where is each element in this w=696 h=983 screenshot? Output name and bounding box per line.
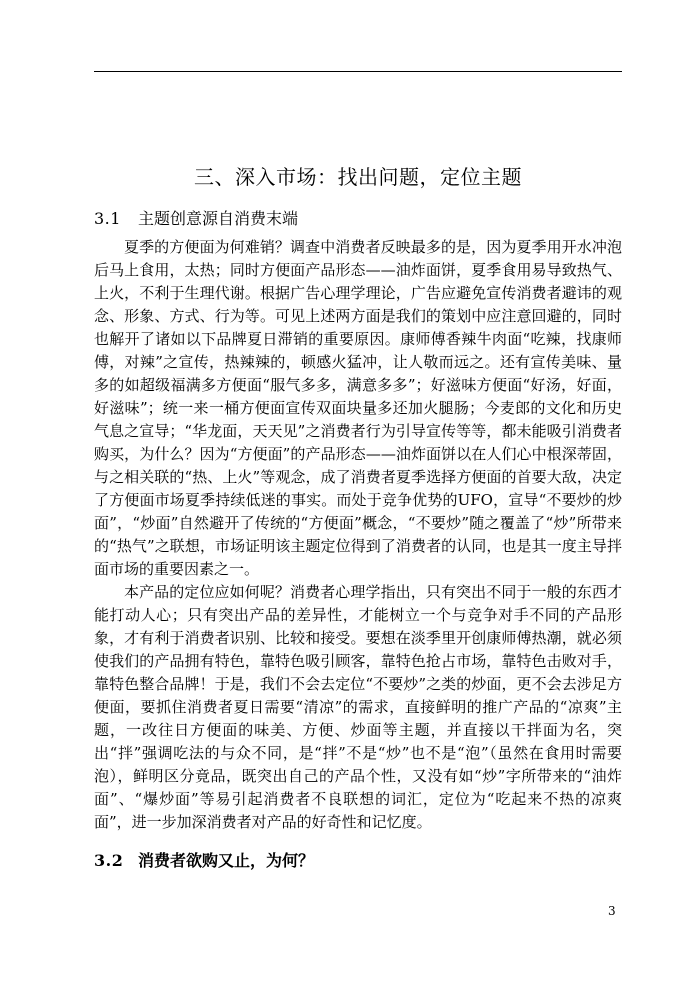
header-rule [94,71,622,72]
section-heading-3-2 [94,850,622,872]
section-number: 3.1 [94,209,121,228]
section-title: 主题创意源自消费末端 [138,209,299,228]
section-title: 消费者欲购又止，为何？ [138,851,315,870]
page-number: 3 [608,904,616,918]
paragraph: 本产品的定位应如何呢？消费者心理学指出，只有突出不同于一般的东西才能打动人心；只有突出产品的差异性，才能树立一个与竞争对手不同的产品形象，才有利于消费者识别、比较和接受。要想在淡季里开创康师傅热潮，就必须使我们的产品拥有特色，靠特色吸引顾客，靠特色抢占市场，靠特色击败对手，靠特色整合品牌！于是，我们不会去定位“不要炒”之类的炒面，更不会去涉足方便面，要抓住消费者夏日需要“清凉”的需求，直接鲜明的推广产品的“凉爽”主题，一改往日方便面的味美、方便、炒面等主题，并直接以干拌面为名，突出“拌”强调吃法的与众不同，是“拌”不是“炒”也不是“泡”（虽然在食用时需要泡），鲜明区分竟品，既突出自己的产品个性，又没有如“炒”字所带来的“油炸面”、“爆炒面”等易引起消费者不良联想的词汇，定位为“吃起来不热的凉爽面”，进一步加深消费者对产品的好奇性和记忆度。 [94,583,622,831]
section-heading-3-1 [94,208,622,230]
chapter-title: 三、深入市场：找出问题，定位主题 [194,165,522,189]
section-number: 3.2 [94,851,124,870]
paragraph: 夏季的方便面为何难销？调查中消费者反映最多的是，因为夏季用开水冲泡后马上食用，太热；同时方便面产品形态——油炸面饼，夏季食用易导致热气、上火，不利于生理代谢。根据广告心理学理论，广告应避免宣传消费者避讳的观念、形象、方式、行为等。可见上述两方面是我们的策划中应注意回避的，同时也解开了诸如以下品牌夏日滞销的重要原因。康师傅香辣牛肉面“吃辣，找康师傅，对辣”之宣传，热辣辣的，顿感火猛冲，让人敬而远之。还有宣传美味、量多的如超级福满多方便面“服气多多，满意多多”；好滋味方便面“好汤，好面，好滋味”；统一来一桶方便面宣传双面块量多还加火腿肠；今麦郎的文化和历史气息之宣导；“华龙面，天天见”之消费者行为引导宣传等等，都未能吸引消费者购买，为什么？因为“方便面”的产品形态——油炸面饼以在人们心中根深蒂固，与之相关联的“热、上火”等观念，成了消费者夏季选择方便面的首要大敌，决定了方便面市场夏季持续低迷的事实。而处于竞争优势的UFO，宣导“不要炒的炒面”，“炒面”自然避开了传统的“方便面”概念，“不要炒”随之覆盖了“炒”所带来的“热气”之联想，市场证明该主题定位得到了消费者的认同，也是其一度主导拌面市场的重要因素之一。 [94,238,622,578]
body-text [94,236,622,834]
